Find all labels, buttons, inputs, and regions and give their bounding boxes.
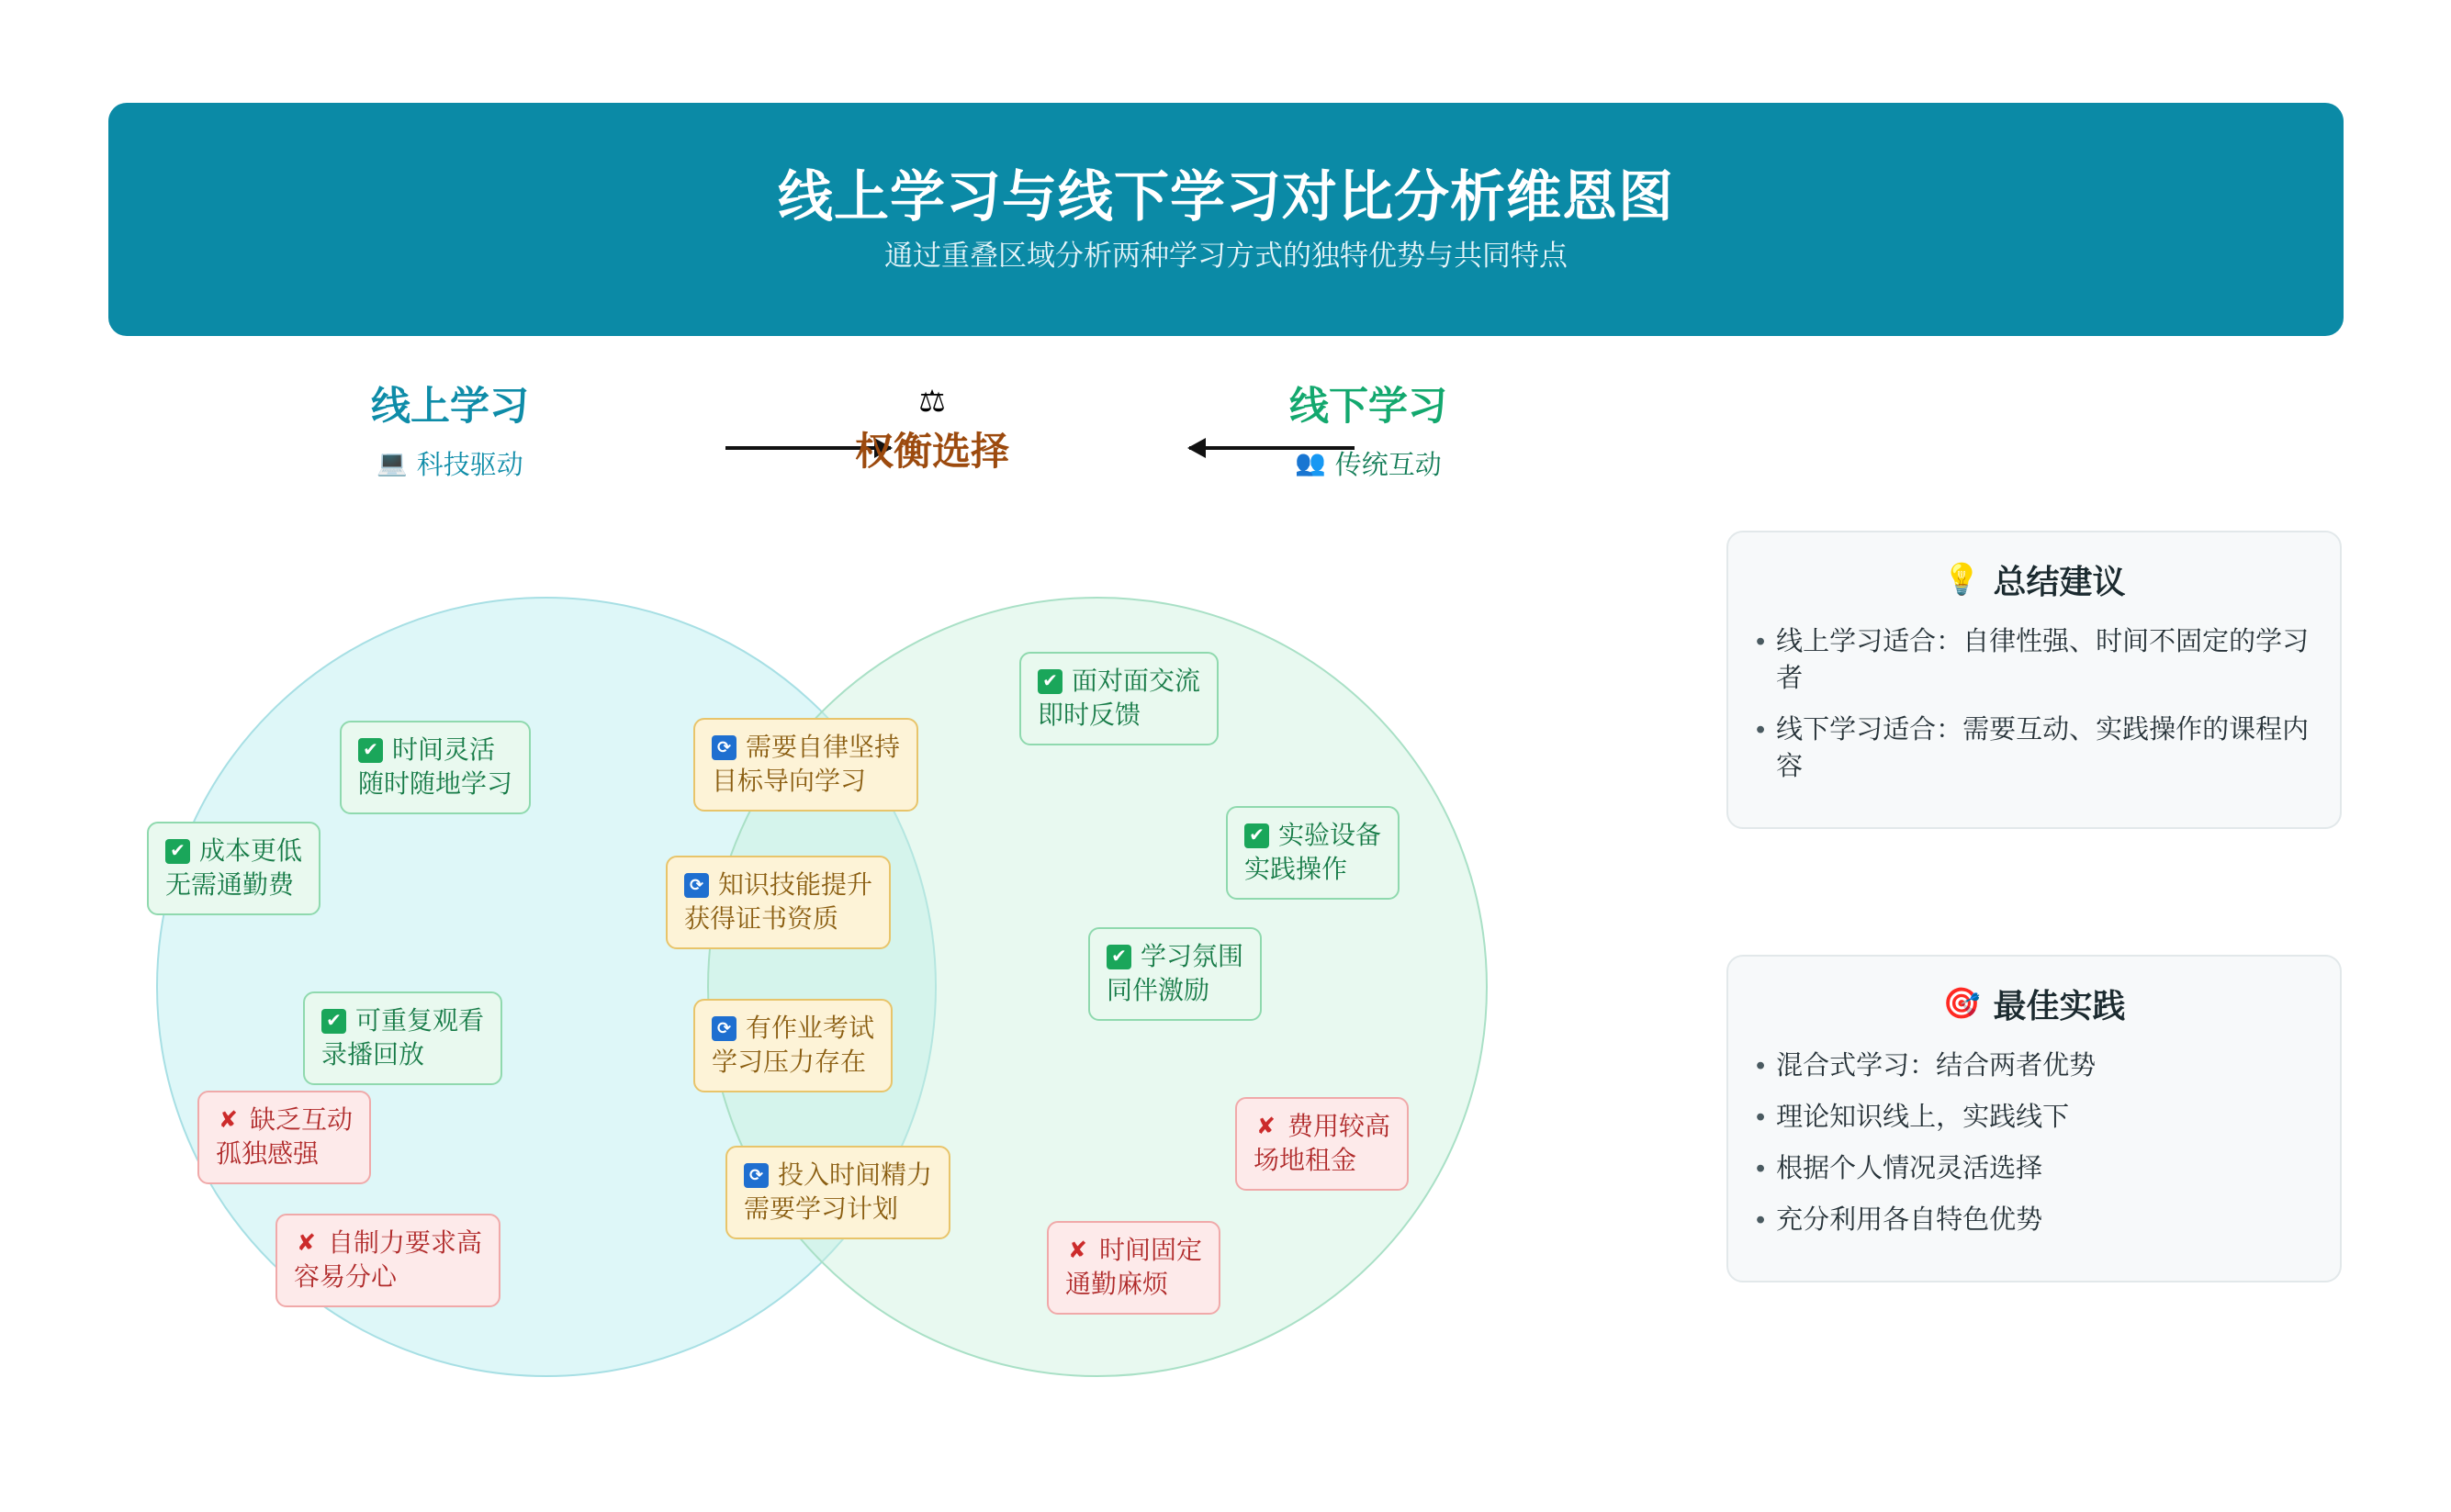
offline-side-label (1175, 384, 1561, 482)
card-online-1: ✔ 成本更低 无需通勤费 (147, 822, 320, 915)
check-icon: ✔ (1107, 945, 1131, 969)
practice-panel-title (1756, 980, 2312, 1027)
check-icon: ✔ (1038, 669, 1062, 694)
bullet-dot: • (1756, 715, 1766, 745)
bullet-dot: • (1756, 1051, 1766, 1081)
offline-title: 线下学习 (1289, 385, 1447, 429)
list-item: • 根据个人情况灵活选择 (1756, 1150, 2312, 1187)
cross-icon: ✘ (1065, 1238, 1090, 1263)
summary-title-label: 总结建议 (1993, 563, 2126, 600)
venn-area (129, 597, 1690, 1377)
card-offline-1: ✔ 实验设备 实践操作 (1226, 806, 1400, 900)
practice-panel (1726, 955, 2342, 1282)
card-shared-1: ⟳ 知识技能提升 获得证书资质 (666, 856, 891, 949)
card-shared-0: ⟳ 需要自律坚持 目标导向学习 (693, 718, 918, 812)
practice-bullets (1756, 1047, 2312, 1238)
target-icon: 🎯 (1942, 986, 1981, 1020)
laptop-icon: 💻 (377, 449, 408, 477)
people-icon: 👥 (1295, 449, 1326, 477)
list-item: • 充分利用各自特色优势 (1756, 1202, 2312, 1238)
card-online-4: ✘ 自制力要求高 容易分心 (275, 1214, 500, 1307)
summary-bullets (1756, 623, 2312, 785)
page-subtitle: 通过重叠区域分析两种学习方式的独特优势与共同特点 (884, 239, 1568, 272)
weigh-choice-label: 权衡选择 (854, 430, 1009, 473)
list-item: • 混合式学习：结合两者优势 (1756, 1047, 2312, 1084)
lightbulb-icon: 💡 (1942, 562, 1981, 596)
list-item: • 理论知识线上，实践线下 (1756, 1099, 2312, 1136)
card-offline-3: ✘ 费用较高 场地租金 (1235, 1097, 1409, 1191)
offline-meta (1175, 444, 1561, 482)
compare-row (138, 384, 1681, 521)
card-shared-3: ⟳ 投入时间精力 需要学习计划 (725, 1146, 950, 1239)
cross-icon: ✘ (216, 1108, 241, 1133)
bullet-dot: • (1756, 1205, 1766, 1236)
card-online-2: ✔ 可重复观看 录播回放 (303, 991, 502, 1085)
check-icon: ✔ (1244, 823, 1269, 848)
cross-icon: ✘ (294, 1231, 319, 1256)
bullet-dot: • (1756, 1103, 1766, 1133)
online-side-label (257, 384, 643, 482)
page-title: 线上学习与线下学习对比分析维恩图 (778, 165, 1674, 228)
sync-icon: ⟳ (744, 1163, 769, 1188)
card-offline-0: ✔ 面对面交流 即时反馈 (1019, 652, 1219, 745)
sync-icon: ⟳ (712, 1016, 736, 1041)
card-online-3: ✘ 缺乏互动 孤独感强 (197, 1091, 371, 1184)
weigh-choice (799, 386, 1065, 476)
summary-panel-title (1756, 556, 2312, 603)
check-icon: ✔ (321, 1009, 346, 1034)
bullet-dot: • (1756, 627, 1766, 656)
list-item: • 线上学习适合：自律性强、时间不固定的学习者 (1756, 623, 2312, 697)
cross-icon: ✘ (1254, 1114, 1278, 1139)
online-title: 线上学习 (371, 385, 529, 429)
balance-scale-icon: ⚖ (918, 384, 946, 418)
online-meta-label: 科技驱动 (416, 450, 523, 480)
sync-icon: ⟳ (684, 873, 709, 898)
card-offline-2: ✔ 学习氛围 同伴激励 (1088, 927, 1262, 1021)
offline-meta-label: 传统互动 (1334, 450, 1442, 480)
card-offline-4: ✘ 时间固定 通勤麻烦 (1047, 1221, 1220, 1315)
check-icon: ✔ (358, 738, 383, 763)
list-item: • 线下学习适合：需要互动、实践操作的课程内容 (1756, 711, 2312, 785)
card-online-0: ✔ 时间灵活 随时随地学习 (340, 721, 531, 814)
sync-icon: ⟳ (712, 735, 736, 760)
card-shared-2: ⟳ 有作业考试 学习压力存在 (693, 999, 893, 1092)
online-meta (257, 444, 643, 482)
bullet-dot: • (1756, 1154, 1766, 1184)
practice-title-label: 最佳实践 (1993, 987, 2126, 1025)
summary-panel (1726, 531, 2342, 829)
check-icon: ✔ (165, 839, 190, 864)
page-header (108, 103, 2344, 336)
